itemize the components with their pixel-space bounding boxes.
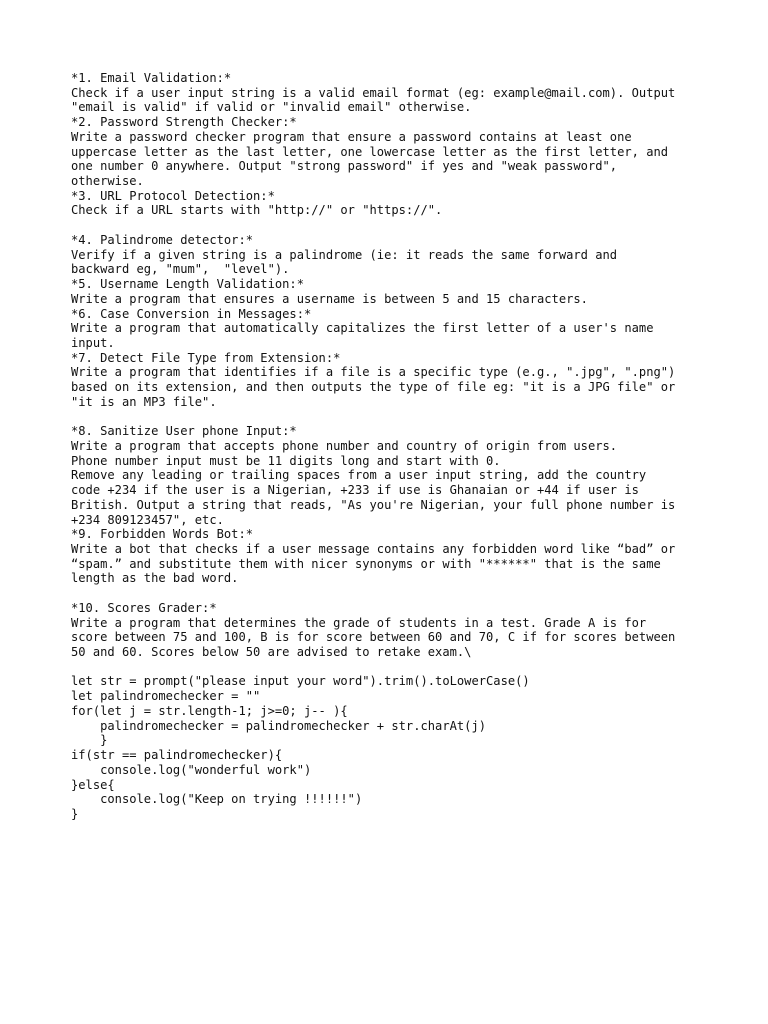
blank-line [71, 410, 711, 425]
text-line: Write a program that ensures a username is between 5 and 15 characters. [71, 291, 588, 306]
text-line: let palindromechecker = "" [71, 689, 261, 704]
text-line: code +234 if the user is a Nigerian, +233 if use is Ghanaian or +44 if user is [71, 483, 639, 498]
section-heading: *10. Scores Grader:* [71, 600, 217, 615]
blank-line [71, 660, 711, 675]
text-line: console.log("Keep on trying !!!!!!") [71, 792, 363, 807]
text-line: +234 809123457", etc. [71, 512, 224, 527]
text-line: Write a program that automatically capitalizes the first letter of a user's name [71, 321, 654, 336]
section-heading: *2. Password Strength Checker:* [71, 115, 297, 130]
document-body [71, 71, 711, 822]
section-heading: *8. Sanitize User phone Input:* [71, 424, 297, 439]
section-heading: *3. URL Protocol Detection:* [71, 188, 275, 203]
blank-line [71, 218, 711, 233]
section-heading: *9. Forbidden Words Bot:* [71, 527, 254, 542]
section-heading: *1. Email Validation:* [71, 71, 232, 85]
section-heading: *6. Case Conversion in Messages:* [71, 306, 312, 321]
text-line: Write a password checker program that ensure a password contains at least one [71, 129, 632, 144]
text-line: if(str == palindromechecker){ [71, 748, 283, 763]
text-line: Phone number input must be 11 digits long and start with 0. [71, 453, 501, 468]
text-line: Remove any leading or trailing spaces from a user input string, add the country [71, 468, 647, 483]
text-line: uppercase letter as the last letter, one lowercase letter as the first letter, and [71, 144, 669, 159]
text-line: score between 75 and 100, B is for score between 60 and 70, C if for scores between [71, 630, 676, 645]
text-line: Write a program that accepts phone number and country of origin from users. [71, 438, 618, 453]
text-line: Write a program that determines the grade of students in a test. Grade A is for [71, 615, 647, 630]
text-line: Check if a URL starts with "http://" or "https://". [71, 203, 443, 218]
text-line: }else{ [71, 777, 115, 792]
section-heading: *4. Palindrome detector:* [71, 232, 254, 247]
text-line: } [71, 733, 108, 748]
text-line: Write a bot that checks if a user message contains any forbidden word like “bad” or [71, 542, 676, 556]
text-line: for(let j = str.length-1; j>=0; j-- ){ [71, 703, 348, 718]
text-line: one number 0 anywhere. Output "strong password" if yes and "weak password", [71, 159, 618, 174]
text-line: backward eg, "mum", "level"). [71, 262, 290, 277]
text-line: length as the bad word. [71, 571, 239, 586]
text-line: let str = prompt("please input your word").trim().toLowerCase() [71, 674, 530, 689]
blank-line [71, 586, 711, 601]
text-line: 50 and 60. Scores below 50 are advised to retake exam.\ [71, 645, 472, 660]
text-line: British. Output a string that reads, "As you're Nigerian, your full phone number is [71, 497, 676, 512]
text-line: Check if a user input string is a valid email format (eg: example@mail.com). Output [71, 85, 676, 100]
text-line: "it is an MP3 file". [71, 394, 217, 409]
section-heading: *5. Username Length Validation:* [71, 277, 304, 292]
text-line: } [71, 806, 79, 821]
text-line: "email is valid" if valid or "invalid email" otherwise. [71, 100, 472, 115]
text-line: console.log("wonderful work") [71, 762, 312, 777]
text-line: palindromechecker = palindromechecker + str.charAt(j) [71, 718, 487, 733]
text-line: “spam.” and substitute them with nicer synonyms or with "******" that is the same [71, 556, 661, 571]
text-line: based on its extension, and then outputs the type of file eg: "it is a JPG file" or [71, 380, 676, 395]
text-line: Verify if a given string is a palindrome (ie: it reads the same forward and [71, 247, 618, 262]
text-line: otherwise. [71, 174, 144, 189]
text-line: input. [71, 335, 115, 350]
section-heading: *7. Detect File Type from Extension:* [71, 350, 341, 365]
text-line: Write a program that identifies if a file is a specific type (e.g., ".jpg", ".png") [71, 365, 676, 380]
